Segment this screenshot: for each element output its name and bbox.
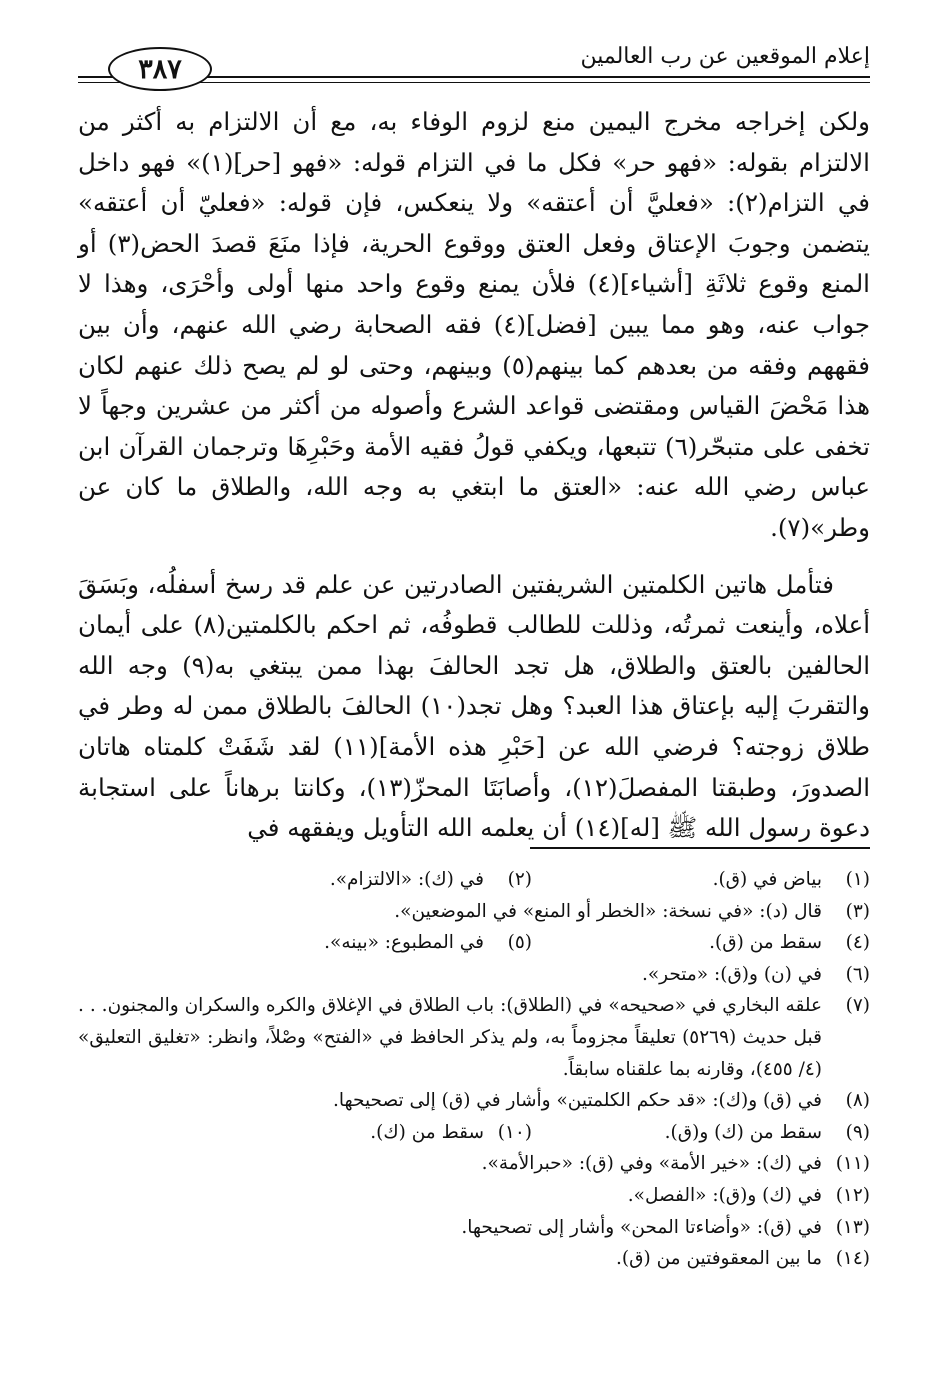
footnote-text: علقه البخاري في «صحيحه» في (الطلاق): باب الطلاق في الإغلاق والكره والسكران والمجنون. . . قبل حديث (٥٢٦٩) تعليقاً مجزوماً به، ولم يذكر الحافظ في «الفتح» وصْلاً، وانظر: «تغليق التعليق» (٤/ ٤٥٥)، وقارنه بما علقناه سابقاً. — [78, 995, 822, 1080]
footnote-text: في (ك) و(ق): «الفصل». — [627, 1184, 822, 1206]
footnotes — [78, 864, 870, 1275]
footnote-text: في (ق) و(ك): «قد حكم الكلمتين» وأشار في (ق) إلى تصحيحها. — [332, 1090, 822, 1112]
footnote-row — [78, 864, 870, 896]
footnote-text: في (ك): «خير الأمة» وفي (ق): «حبرالأمة». — [481, 1153, 822, 1175]
footnote-number: (١٠) — [497, 1121, 532, 1143]
footnote — [78, 1148, 870, 1180]
footnote-row — [78, 1117, 870, 1149]
footnote-number: (١٤) — [835, 1248, 870, 1270]
footnote-separator — [530, 847, 870, 849]
footnote — [78, 1212, 870, 1244]
page-header — [78, 34, 870, 94]
footnote-number: (٥) — [507, 932, 532, 954]
footnote-text: في (ق): «وأضاءتا المحن» وأشار إلى تصحيحها. — [461, 1216, 822, 1238]
page-number: ٣٨٧ — [108, 47, 212, 91]
footnote-number: (١١) — [835, 1153, 870, 1175]
footnote-number: (٧) — [845, 995, 870, 1017]
footnote — [78, 896, 870, 928]
footnote-number: (٢) — [507, 869, 532, 890]
footnote — [78, 1243, 870, 1275]
footnote — [532, 864, 870, 896]
footnote-number: (٨) — [845, 1090, 870, 1112]
footnote-number: (١) — [845, 869, 870, 890]
footnote-text: سقط من (ك) و(ق). — [664, 1121, 822, 1143]
running-title: إعلام الموقعين عن رب العالمين — [580, 44, 870, 69]
footnote — [532, 1117, 870, 1149]
footnote — [78, 1085, 870, 1117]
paragraph-2: فتأمل هاتين الكلمتين الشريفتين الصادرتين عن علم قد رسخ أسفلُه، وبَسَقَ أعلاه، وأينعت ثمرتُه، وذللت للطالب قطوفُه، ثم احكم بالكلمتين(٨) على أيمان الحالفين بالعتق والطلاق، هل تجد الحالفَ بهذا ممن يبتغي به(٩) وجه الله والتقربَ إليه بإعتاق هذا العبد؟ وهل تجد(١٠) الحالفَ بالطلاق ممن له وطر في طلاق زوجته؟ فرضي الله عن [حَبْرِ هذه الأمة](١١) لقد شَفَتْ كلمتاه هاتان الصدورَ، وطبقتا المفصلَ(١٢)، وأصابَتَا المحزّ(١٣)، وكانتا برهاناً على استجابة دعوة رسول الله ﷺ [له](١٤) أن يعلمه الله التأويل ويفقهه في — [78, 569, 871, 843]
footnote-text: في المطبوع: «بينه». — [324, 932, 484, 954]
footnote-number: (٣) — [845, 900, 870, 922]
footnote-text: في (ك): «الالتزام». — [329, 869, 484, 890]
footnote-row — [78, 927, 870, 959]
footnote — [370, 1117, 532, 1149]
footnote — [330, 864, 532, 896]
footnote-text: ما بين المعقوفتين من (ق). — [616, 1248, 822, 1270]
footnote — [78, 990, 870, 1085]
footnote-text: سقط من (ك). — [370, 1121, 484, 1143]
footnote-text: سقط من (ق). — [709, 932, 822, 954]
main-text — [78, 102, 870, 849]
paragraph-1: ولكن إخراجه مخرج اليمين منع لزوم الوفاء به، مع أن الالتزام به أكثر من الالتزام بقوله: «فهو حر» فكل ما في التزام قوله: «فهو [حر](١)» فهو داخل في التزام(٢): «فعليَّ أن أعتقه» ولا ينعكس، فإن قوله: «فعليّ أن أعتقه» يتضمن وجوبَ الإعتاق وفعل العتق ووقوع الحرية، فإذا منَعَ قصدَ الحض(٣) أو المنع وقوع ثلاثَةِ [أشياء](٤) فلأن يمنع وقوع واحد منها أولى وأحْرَى، وهذا لا جواب عنه، وهو مما يبين [فضل](٤) فقه الصحابة رضي الله عنهم، وأن بين فقههم وفقه من بعدهم كما بينهم(٥) وبينهم، وحتى لو لم يصح ذلك عنهم لكان هذا مَحْضَ القياس ومقتضى قواعد الشرع وأصوله من أكثر من عشرين وجهاً لا تخفى على متبحّر(٦) تتبعها، ويكفي قولُ فقيه الأمة وحَبْرِهَا وترجمان القرآن ابن عباس رضي الله عنه: «العتق ما ابتغي به وجه الله، والطلاق ما كان عن وطر»(٧). — [78, 107, 871, 542]
footnote-text: في (ن) و(ق): «متحر». — [641, 963, 822, 985]
footnote-text: بياض في (ق). — [712, 869, 822, 890]
footnote-number: (٩) — [845, 1121, 870, 1143]
footnote-text: قال (د): «في نسخة: «الخطر أو المنع» في الموضعين». — [394, 900, 822, 922]
footnote-number: (١٣) — [835, 1216, 870, 1238]
footnote — [78, 1180, 870, 1212]
footnote — [78, 959, 870, 991]
footnote — [532, 927, 870, 959]
footnote-number: (١٢) — [835, 1184, 870, 1206]
footnote-number: (٦) — [845, 963, 870, 985]
footnote-number: (٤) — [845, 932, 870, 954]
footnote — [324, 927, 532, 959]
